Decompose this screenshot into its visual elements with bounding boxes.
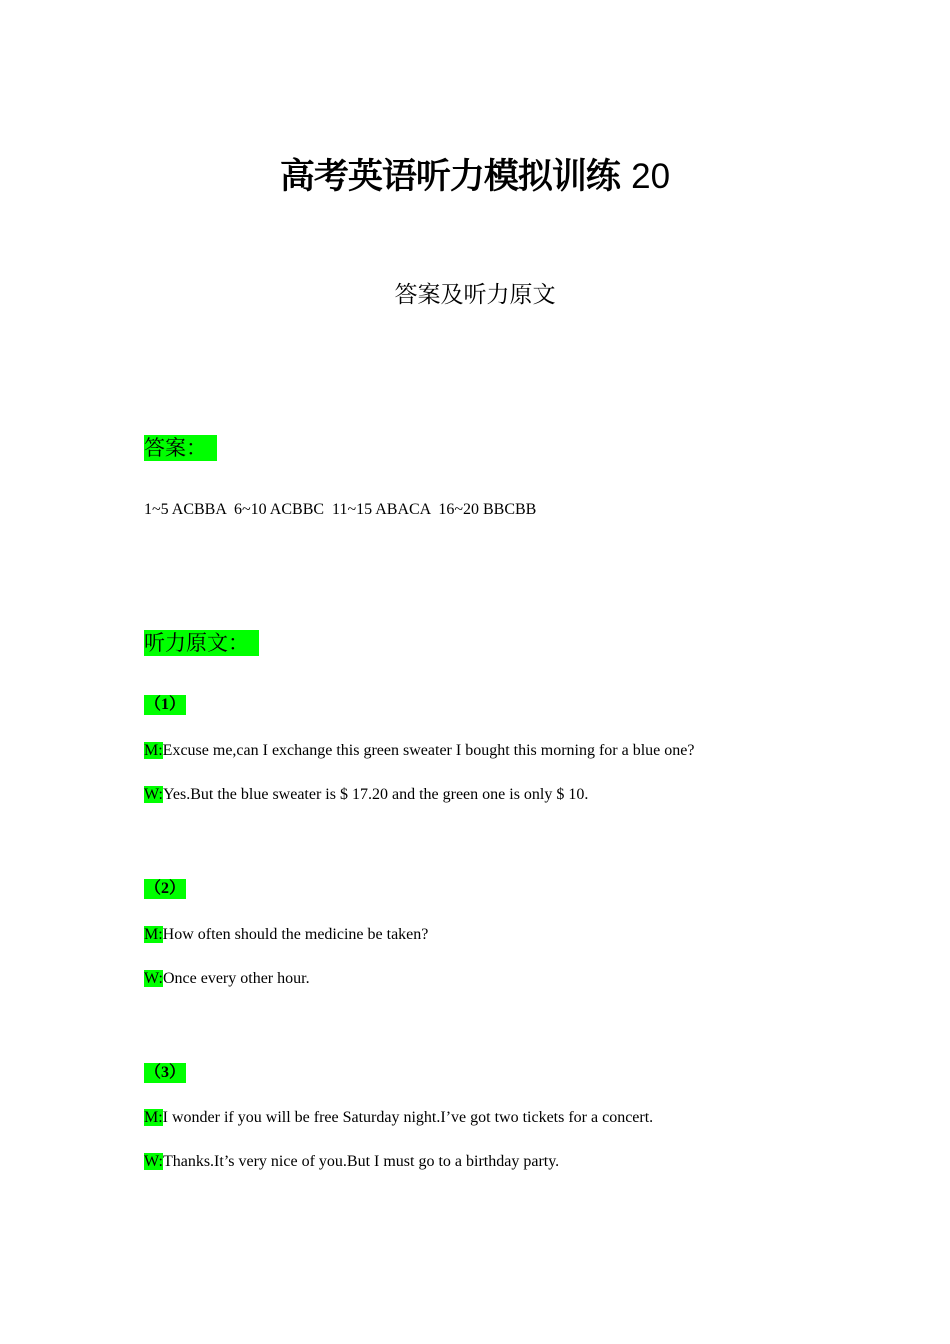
speaker-label: W: [144, 970, 163, 987]
line-text: I wonder if you will be free Saturday night.I’ve got two tickets for a concert. [162, 1109, 654, 1126]
answers-heading-label: 答案： [144, 435, 217, 461]
speaker-label: W: [144, 1153, 163, 1170]
dialogue-line [144, 925, 428, 945]
title-text: 高考英语听力模拟训练 [279, 157, 620, 197]
dialogue-line [144, 741, 694, 761]
dialogue-line [144, 785, 588, 805]
dialogue-number-label: （1） [145, 696, 186, 713]
dialogue-number [144, 879, 186, 899]
answers-heading [144, 435, 217, 461]
transcript-heading-label: 听力原文： [144, 630, 259, 656]
speaker-label: M: [144, 742, 163, 759]
page-title [0, 154, 950, 200]
dialogue-line [144, 969, 310, 989]
line-text: Once every other hour. [162, 970, 310, 987]
dialogue-number [144, 1063, 186, 1083]
speaker-label: M: [144, 1109, 163, 1126]
line-text: How often should the medicine be taken? [162, 926, 429, 943]
page-subtitle: 答案及听力原文 [394, 282, 556, 308]
line-text: Excuse me,can I exchange this green sweater I bought this morning for a blue one? [162, 742, 695, 759]
dialogue-number [144, 695, 186, 715]
transcript-heading [144, 630, 259, 656]
line-text: Yes.But the blue sweater is $ 17.20 and the green one is only $ 10. [162, 786, 589, 803]
dialogue-line [144, 1108, 653, 1128]
speaker-label: W: [144, 786, 163, 803]
dialogue-line [144, 1152, 559, 1172]
speaker-label: M: [144, 926, 163, 943]
title-number: 20 [631, 157, 671, 196]
line-text: Thanks.It’s very nice of you.But I must go to a birthday party. [162, 1153, 560, 1170]
dialogue-number-label: （3） [145, 1064, 186, 1081]
dialogue-number-label: （2） [145, 880, 186, 897]
answers-line: 1~5 ACBBA 6~10 ACBBC 11~15 ABACA 16~20 BBCBB [144, 501, 537, 518]
